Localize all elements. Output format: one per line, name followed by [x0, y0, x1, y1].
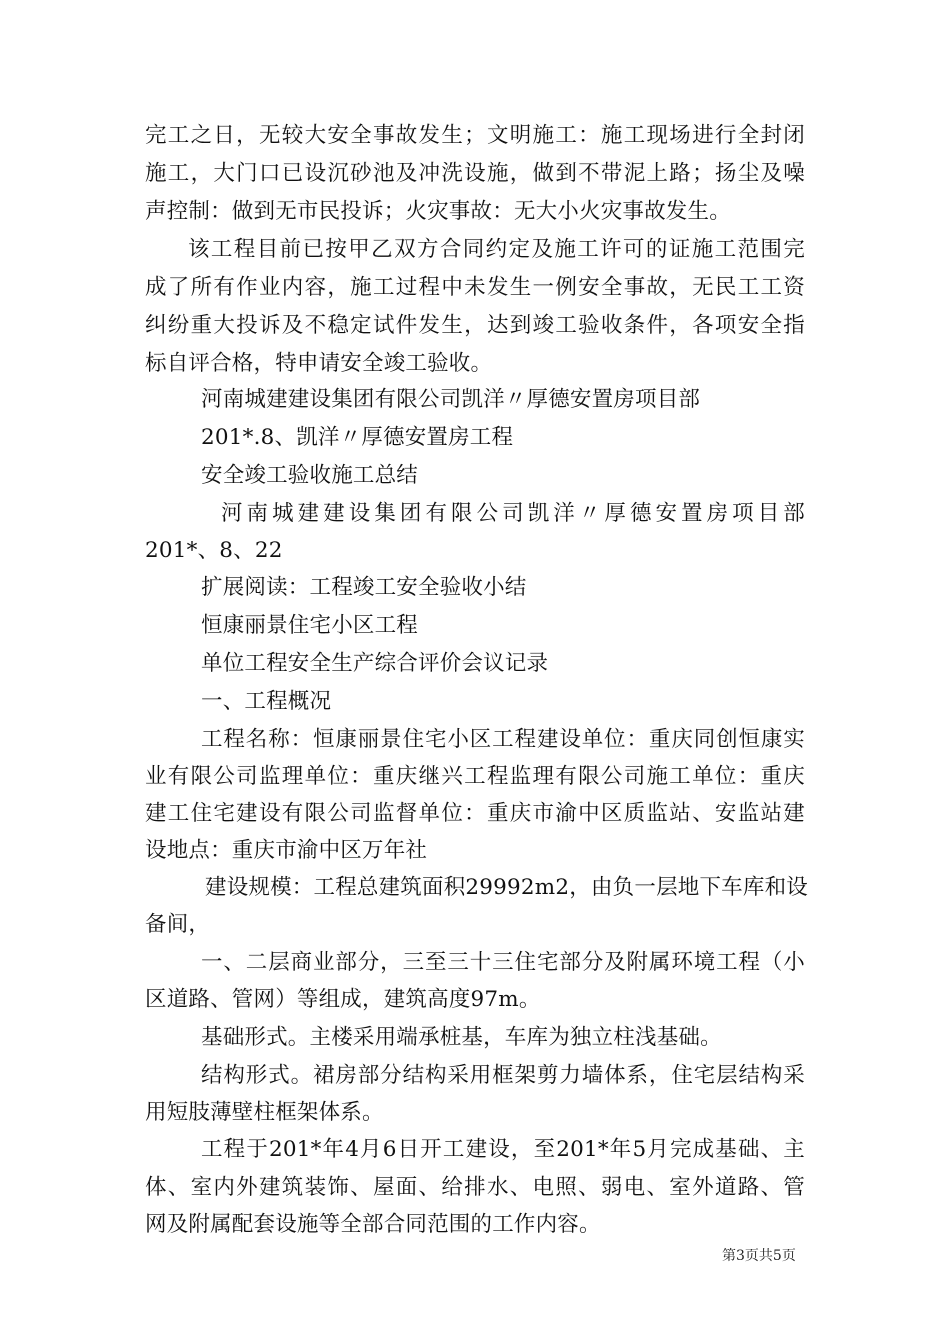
- text-line: 该工程目前已按甲乙双方合同约定及施工许可的证施工范围完: [188, 237, 805, 262]
- text-line: 工程于201*年4月6日开工建设，至201*年5月完成基础、主: [201, 1137, 805, 1162]
- text-line: 一、二层商业部分，三至三十三住宅部分及附属环境工程（小: [201, 950, 805, 975]
- text-line: 建设规模：工程总建筑面积29992m2，由负一层地下车库和设: [205, 875, 808, 900]
- text-line: 扩展阅读：工程竣工安全验收小结: [201, 575, 527, 600]
- text-line: 单位工程安全生产综合评价会议记录: [201, 651, 549, 676]
- text-line: 建工住宅建设有限公司监督单位：重庆市渝中区质监站、安监站建: [145, 801, 805, 826]
- text-line: 恒康丽景住宅小区工程: [201, 613, 419, 638]
- text-line: 声控制：做到无市民投诉；火灾事故：无大小火灾事故发生。: [145, 199, 731, 224]
- text-line: 备间，: [145, 912, 211, 937]
- text-line: 结构形式。裙房部分结构采用框架剪力墙体系，住宅层结构采: [201, 1063, 805, 1088]
- text-line: 201*、8、22: [145, 538, 283, 563]
- text-line: 施工，大门口已设沉砂池及冲洗设施，做到不带泥上路；扬尘及噪: [145, 161, 805, 186]
- text-line: 一、工程概况: [201, 689, 332, 714]
- text-line: 业有限公司监理单位：重庆继兴工程监理有限公司施工单位：重庆: [145, 764, 805, 789]
- text-line: 纠纷重大投诉及不稳定试件发生，达到竣工验收条件，各项安全指: [145, 313, 805, 338]
- page-number: 第3页共5页: [722, 1248, 796, 1264]
- text-line: 体、室内外建筑装饰、屋面、给排水、电照、弱电、室外道路、管: [145, 1175, 805, 1200]
- text-line: 设地点：重庆市渝中区万年社: [145, 838, 428, 863]
- text-line: 安全竣工验收施工总结: [201, 463, 419, 488]
- text-line: 201*.8、凯洋〃厚德安置房工程: [201, 425, 514, 450]
- text-line: 标自评合格，特申请安全竣工验收。: [145, 351, 493, 376]
- text-line: 基础形式。主楼采用端承桩基，车库为独立柱浅基础。: [201, 1025, 722, 1050]
- text-line: 用短肢薄壁柱框架体系。: [145, 1100, 384, 1125]
- text-line: 完工之日，无较大安全事故发生；文明施工：施工现场进行全封闭: [145, 123, 805, 148]
- text-line: 河南城建建设集团有限公司凯洋〃厚德安置房项目部: [221, 501, 805, 526]
- text-line: 河南城建建设集团有限公司凯洋〃厚德安置房项目部: [201, 387, 701, 412]
- text-line: 区道路、管网）等组成，建筑高度97m。: [145, 987, 541, 1012]
- text-line: 成了所有作业内容，施工过程中未发生一例安全事故，无民工工资: [145, 275, 805, 300]
- text-line: 网及附属配套设施等全部合同范围的工作内容。: [145, 1212, 601, 1237]
- text-line: 工程名称：恒康丽景住宅小区工程建设单位：重庆同创恒康实: [201, 727, 805, 752]
